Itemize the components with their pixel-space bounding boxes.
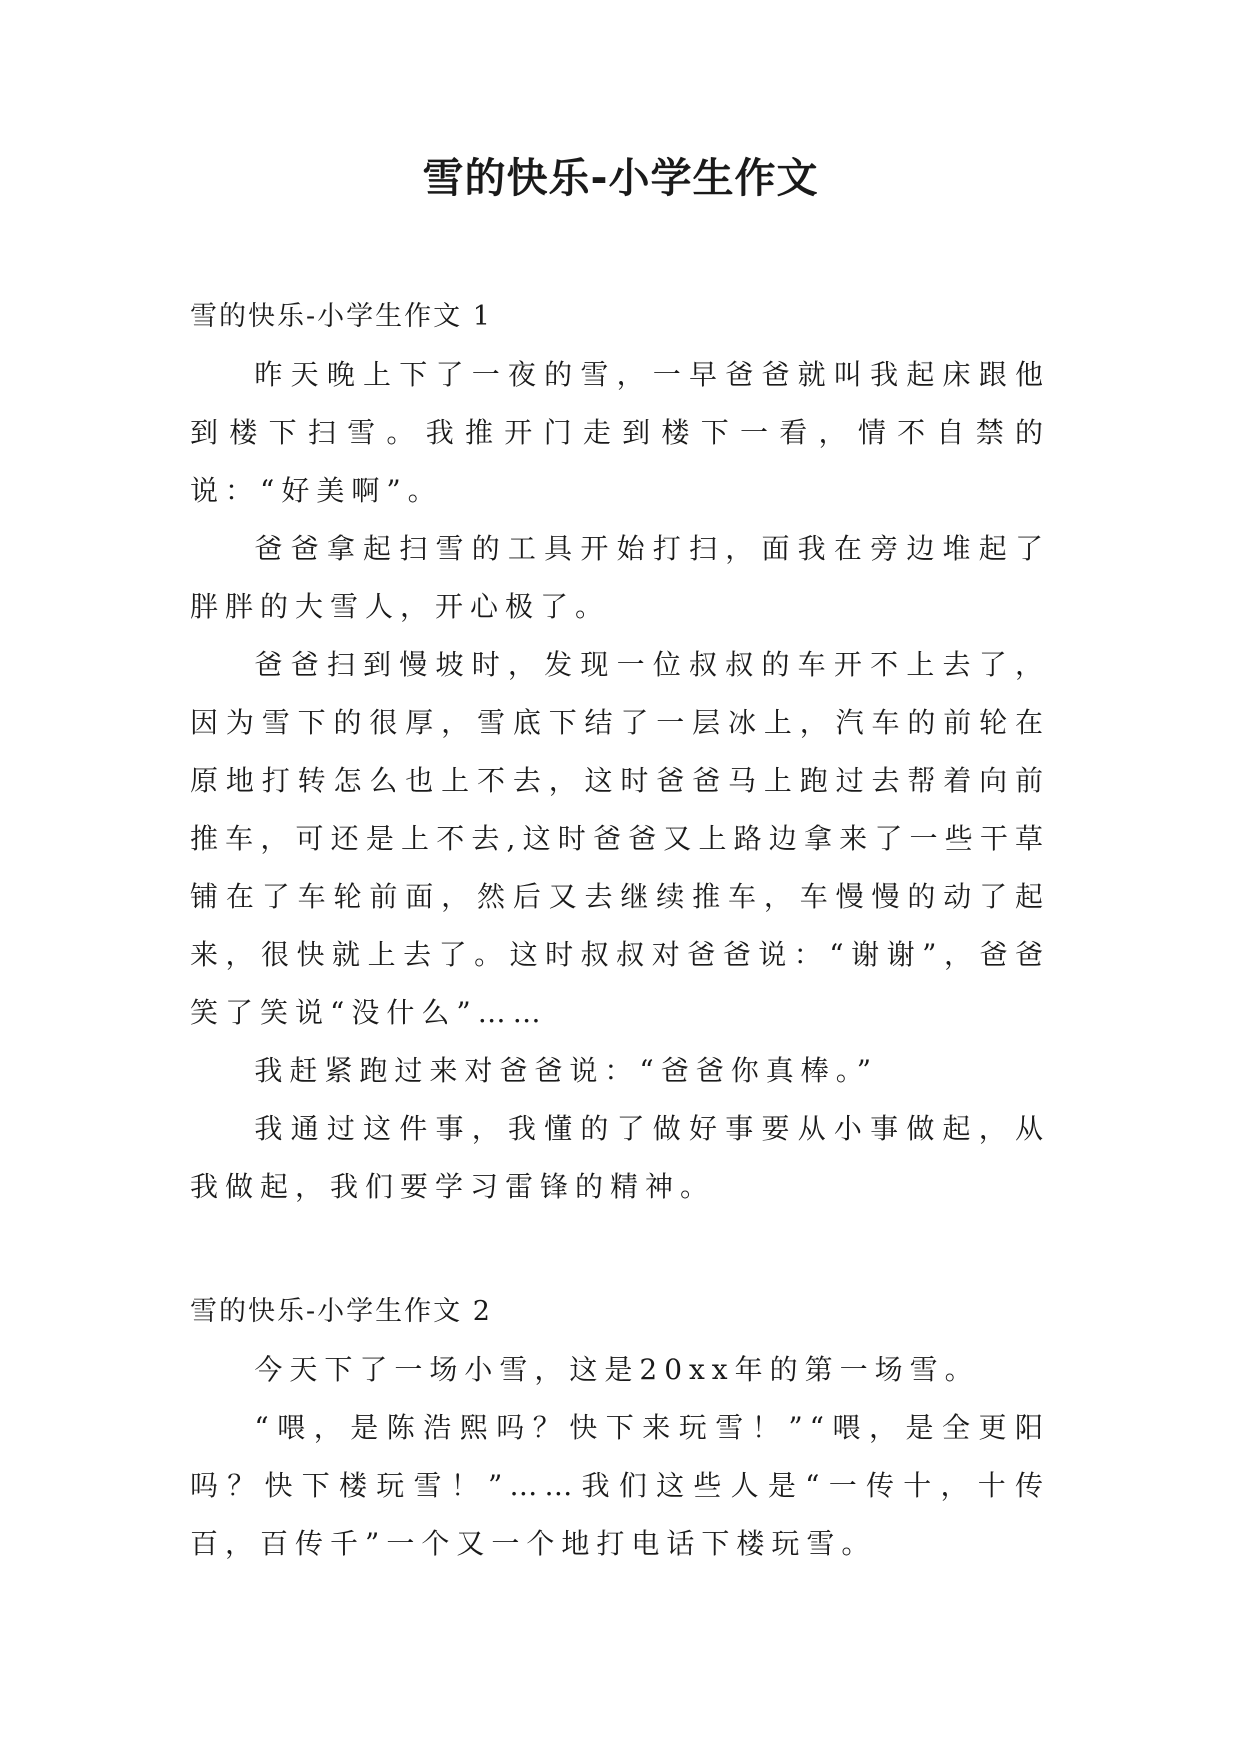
paragraph: 爸爸扫到慢坡时，发现一位叔叔的车开不上去了，因为雪下的很厚，雪底下结了一层冰上，汽车的前轮在原地打转怎么也上不去，这时爸爸马上跑过去帮着向前推车，可还是上不去,这时爸爸又上路边拿来了一些干草铺在了车轮前面，然后又去继续推车，车慢慢的动了起来，很快就上去了。这时叔叔对爸爸说：“谢谢”，爸爸笑了笑说“没什么”…… [190,648,1050,1029]
section-heading: 雪的快乐-小学生作文 1 [190,301,492,332]
section-heading: 雪的快乐-小学生作文 2 [190,1296,492,1327]
essay-section-2 [190,1283,1050,1573]
paragraph: 今天下了一场小雪，这是20xx年的第一场雪。 [254,1353,980,1386]
paragraph: 昨天晚上下了一夜的雪，一早爸爸就叫我起床跟他到楼下扫雪。我推开门走到楼下一看，情不自禁的说：“好美啊”。 [190,358,1050,507]
essay-section-1 [190,288,1050,1216]
paragraph: 爸爸拿起扫雪的工具开始打扫，面我在旁边堆起了胖胖的大雪人，开心极了。 [190,532,1050,623]
paragraph: 我通过这件事，我懂的了做好事要从小事做起，从我做起，我们要学习雷锋的精神。 [190,1112,1050,1203]
document-title: 雪的快乐-小学生作文 [422,154,819,202]
paragraph: “喂，是陈浩熙吗？快下来玩雪！”“喂，是全更阳吗？快下楼玩雪！”……我们这些人是“一传十，十传百，百传千”一个又一个地打电话下楼玩雪。 [190,1411,1050,1560]
paragraph: 我赶紧跑过来对爸爸说：“爸爸你真棒。” [254,1054,879,1087]
